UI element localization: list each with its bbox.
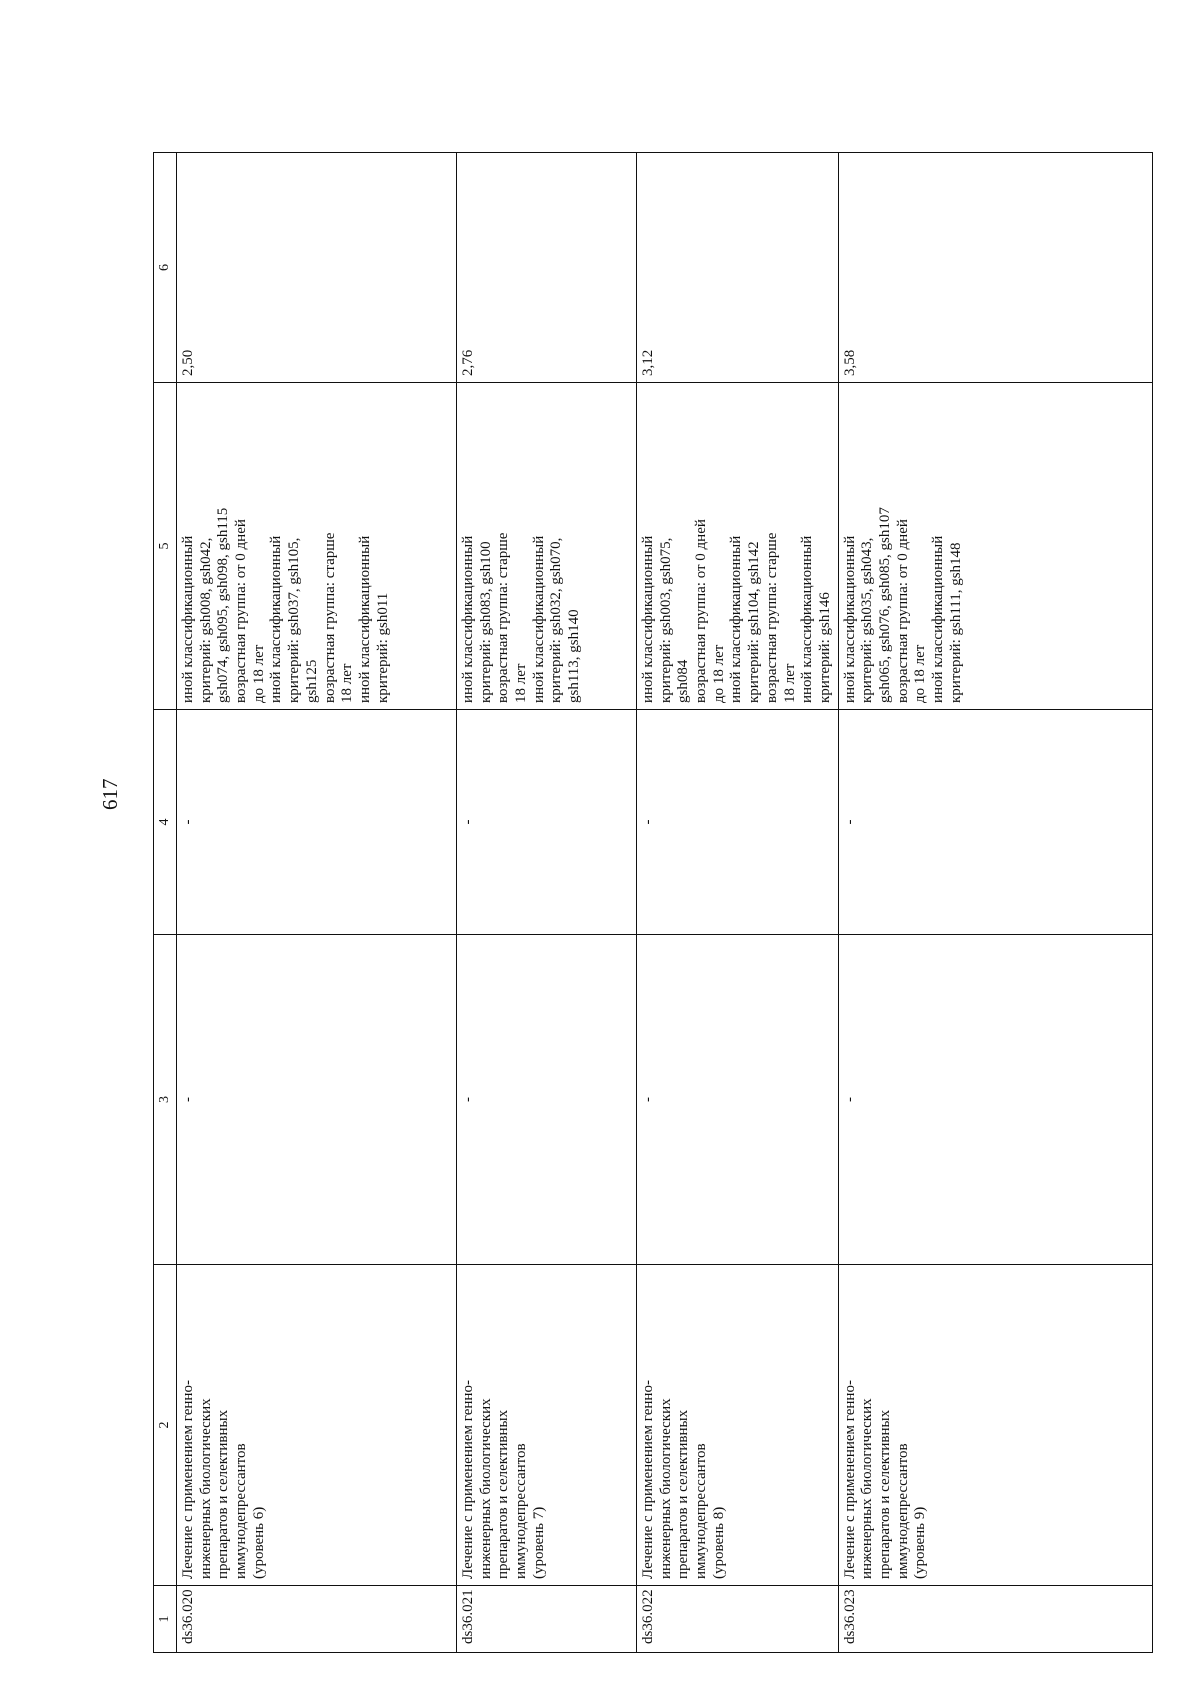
name-cell-line: (уровень 7)	[530, 1506, 547, 1579]
criteria-cell-line: критерий: gsh008, gsh042,	[197, 537, 214, 703]
criteria-cell-line: иной классификационный	[799, 535, 816, 703]
criteria-cell-line: до 18 лет	[710, 644, 727, 703]
criteria-cell-line: иной классификационный	[728, 535, 745, 703]
criteria-cell	[177, 383, 457, 710]
criteria-cell-line: возрастная группа: от 0 дней	[894, 519, 911, 703]
name-cell-line: иммунодепрессантов	[693, 1443, 710, 1579]
criteria-cell-line: иной классификационный	[530, 535, 547, 703]
header-col-5: 5	[154, 383, 177, 710]
criteria-cell-line: возрастная группа: старше	[763, 532, 780, 703]
col4-cell: -	[637, 710, 839, 935]
col4-cell: -	[838, 710, 1152, 935]
criteria-cell-line: иной классификационный	[841, 535, 858, 703]
header-col-3: 3	[154, 935, 177, 1265]
col3-cell: -	[457, 935, 637, 1265]
name-cell-line: инженерных биологических	[859, 1398, 876, 1579]
name-cell-line: Лечение с применением генно-	[640, 1380, 656, 1579]
criteria-cell	[637, 383, 839, 710]
criteria-cell	[838, 383, 1152, 710]
table-row	[177, 153, 457, 1653]
table-row	[838, 153, 1152, 1653]
criteria-cell-line: иной классификационный	[180, 535, 196, 703]
criteria-cell-line: 18 лет	[781, 663, 798, 703]
name-cell-line: Лечение с применением генно-	[841, 1380, 858, 1579]
criteria-cell-line: критерий: gsh146	[816, 592, 833, 703]
criteria-cell-line: gsh113, gsh140	[566, 609, 583, 703]
name-cell-line: Лечение с применением генно-	[460, 1380, 476, 1579]
criteria-cell-line: критерий: gsh104, gsh142	[746, 541, 763, 703]
name-cell-line: препаратов и селективных	[215, 1409, 232, 1579]
criteria-cell-line: 18 лет	[339, 663, 356, 703]
criteria-cell-line: 18 лет	[513, 663, 530, 703]
criteria-cell-line: иной классификационный	[356, 535, 373, 703]
criteria-cell-line: gsh125	[303, 659, 320, 703]
criteria-cell-line: gsh084	[675, 659, 692, 703]
name-cell-line: иммунодепрессантов	[233, 1443, 250, 1579]
name-cell-line: (уровень 8)	[710, 1506, 727, 1579]
name-cell-line: препаратов и селективных	[876, 1409, 893, 1579]
criteria-cell-line: критерий: gsh011	[374, 592, 391, 703]
name-cell-line: инженерных биологических	[657, 1398, 674, 1579]
criteria-cell-line: возрастная группа: старше	[495, 532, 512, 703]
criteria-cell-line: критерий: gsh035, gsh043,	[859, 537, 876, 703]
coefficient-cell: 2,50	[177, 153, 457, 383]
criteria-cell-line: gsh074, gsh095, gsh098, gsh115	[215, 507, 232, 703]
page-number: 617	[98, 778, 122, 810]
name-cell-line: Лечение с применением генно-	[180, 1380, 196, 1579]
name-cell	[177, 1265, 457, 1586]
header-col-4: 4	[154, 710, 177, 935]
criteria-cell-line: возрастная группа: от 0 дней	[233, 519, 250, 703]
name-cell-line: препаратов и селективных	[495, 1409, 512, 1579]
col3-cell: -	[177, 935, 457, 1265]
criteria-cell-line: критерий: gsh003, gsh075,	[657, 537, 674, 703]
criteria-cell-line: до 18 лет	[250, 644, 267, 703]
criteria-cell-line: иной классификационный	[460, 535, 476, 703]
criteria-cell-line: критерий: gsh032, gsh070,	[548, 537, 565, 703]
coefficient-cell: 2,76	[457, 153, 637, 383]
col3-cell: -	[838, 935, 1152, 1265]
col3-cell: -	[637, 935, 839, 1265]
code-cell: ds36.021	[457, 1586, 637, 1653]
col4-cell: -	[457, 710, 637, 935]
code-cell: ds36.020	[177, 1586, 457, 1653]
header-col-6: 6	[154, 153, 177, 383]
header-col-1: 1	[154, 1586, 177, 1653]
criteria-cell-line: возрастная группа: от 0 дней	[693, 519, 710, 703]
name-cell	[457, 1265, 637, 1586]
code-cell: ds36.023	[838, 1586, 1152, 1653]
name-cell-line: инженерных биологических	[477, 1398, 494, 1579]
tariff-table	[153, 152, 1153, 1653]
name-cell-line: (уровень 6)	[250, 1506, 267, 1579]
criteria-cell-line: иной классификационный	[268, 535, 285, 703]
criteria-cell-line: иной классификационный	[640, 535, 656, 703]
criteria-cell-line: до 18 лет	[912, 644, 929, 703]
header-row	[154, 153, 177, 1653]
col4-cell: -	[177, 710, 457, 935]
coefficient-cell: 3,12	[637, 153, 839, 383]
criteria-cell-line: возрастная группа: старше	[321, 532, 338, 703]
name-cell-line: инженерных биологических	[197, 1398, 214, 1579]
criteria-cell-line: критерий: gsh037, gsh105,	[286, 537, 303, 703]
header-col-2: 2	[154, 1265, 177, 1586]
table-row	[457, 153, 637, 1653]
name-cell-line: иммунодепрессантов	[894, 1443, 911, 1579]
name-cell	[637, 1265, 839, 1586]
name-cell-line: (уровень 9)	[912, 1506, 929, 1579]
criteria-cell	[457, 383, 637, 710]
name-cell-line: иммунодепрессантов	[513, 1443, 530, 1579]
code-cell: ds36.022	[637, 1586, 839, 1653]
criteria-cell-line: gsh065, gsh076, gsh085, gsh107	[876, 507, 893, 703]
name-cell-line: препаратов и селективных	[675, 1409, 692, 1579]
table-row	[637, 153, 839, 1653]
coefficient-cell: 3,58	[838, 153, 1152, 383]
rotated-table-container	[153, 153, 1153, 1653]
criteria-cell-line: критерий: gsh111, gsh148	[947, 542, 964, 703]
criteria-cell-line: критерий: gsh083, gsh100	[477, 541, 494, 703]
name-cell	[838, 1265, 1152, 1586]
criteria-cell-line: иной классификационный	[930, 535, 946, 703]
